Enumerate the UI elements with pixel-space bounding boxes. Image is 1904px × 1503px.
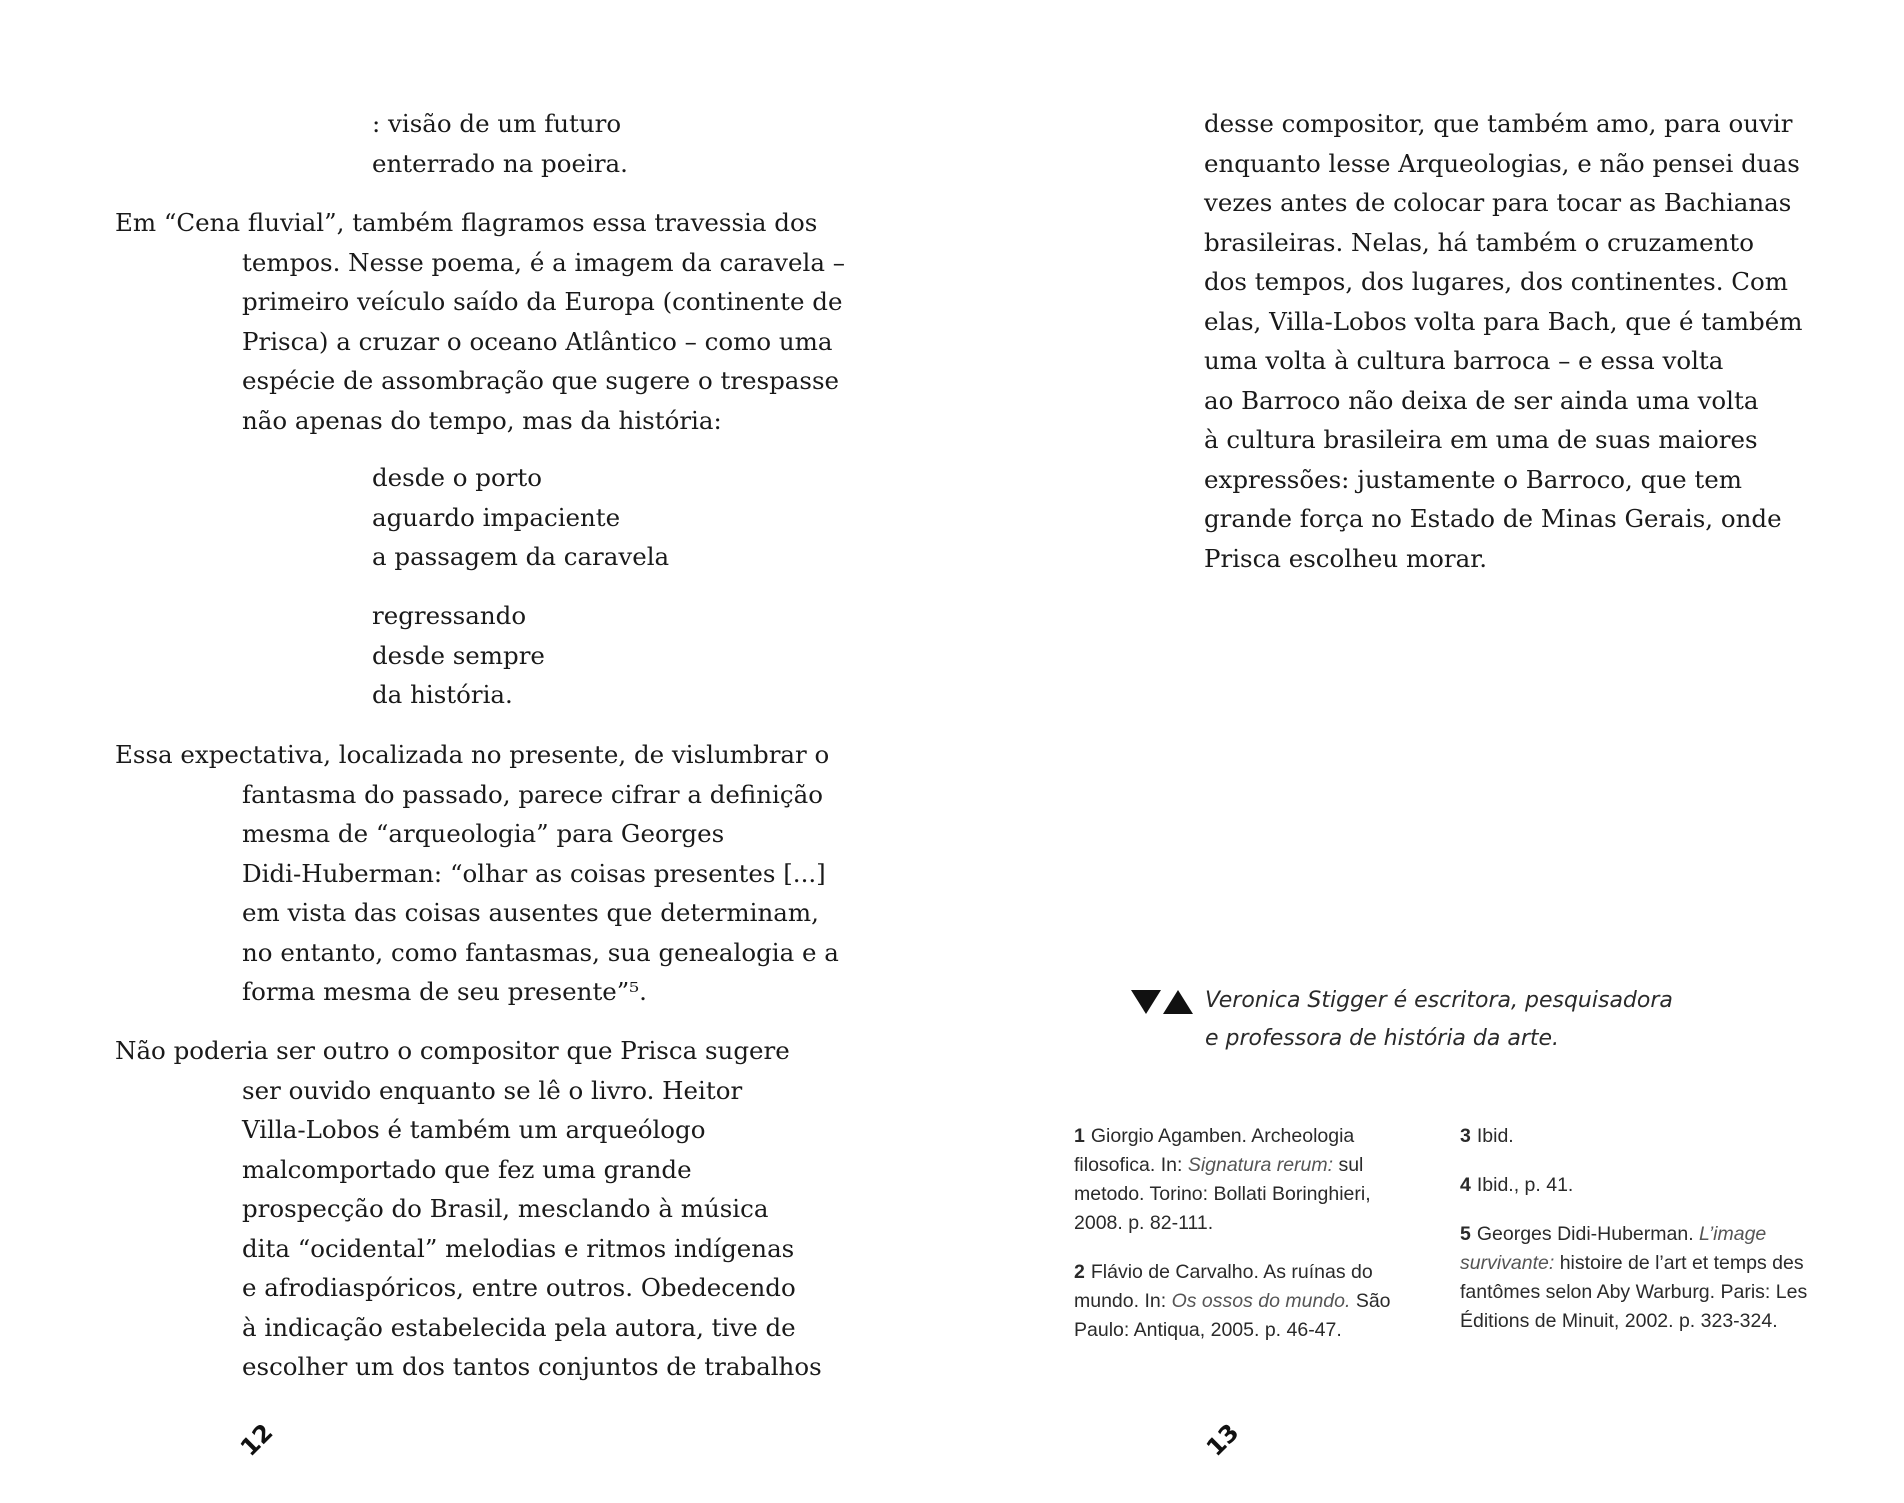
- paragraph-line: dita “ocidental” melodias e ritmos indígenas: [242, 1233, 795, 1263]
- footnote-2: [1074, 1258, 1414, 1345]
- paragraph-line: escolher um dos tantos conjuntos de trabalhos: [242, 1352, 822, 1381]
- footnote-text: São Paulo: Antiqua, 2005. p. 46-47.: [1074, 1290, 1391, 1341]
- poem-line: a passagem da caravela: [372, 542, 670, 571]
- paragraph-line: enquanto lesse Arqueologias, e não pensei duas: [1204, 148, 1800, 178]
- poem-line: desde sempre: [372, 640, 545, 670]
- paragraph-line: à indicação estabelecida pela autora, tive de: [242, 1312, 796, 1342]
- paragraph-expectativa: [115, 735, 839, 1012]
- footnote-text: Flávio de Carvalho. As ruínas do mundo. In:: [1074, 1261, 1373, 1312]
- paragraph-line: Não poderia ser outro o compositor que Prisca sugere: [115, 1036, 790, 1065]
- poem-line: aguardo impaciente: [372, 502, 621, 532]
- footnote-3: [1460, 1122, 1810, 1151]
- paragraph-line: primeiro veículo saído da Europa (continente de: [242, 287, 843, 316]
- paragraph-line: espécie de assombração que sugere o trespasse: [242, 366, 840, 395]
- paragraph-line: dos tempos, dos lugares, dos continentes. Com: [1204, 267, 1789, 296]
- footnote-number: 2: [1074, 1261, 1085, 1283]
- paragraph-line: brasileiras. Nelas, há também o cruzamento: [1204, 227, 1755, 257]
- paragraph-cena-fluvial: [115, 203, 845, 440]
- poem-stanza-1: [372, 458, 669, 577]
- footnote-italic: Signatura rerum:: [1187, 1154, 1334, 1176]
- author-note-line: e professora de história da arte.: [1205, 1026, 1560, 1051]
- poem-line: da história.: [372, 680, 513, 709]
- paragraph-line: no entanto, como fantasmas, sua genealogia e a: [242, 937, 839, 967]
- paragraph-line: Villa-Lobos é também um arqueólogo: [242, 1115, 706, 1144]
- footnote-text: Ibid.: [1476, 1125, 1514, 1147]
- paragraph-line: prospecção do Brasil, mesclando à música: [242, 1194, 769, 1223]
- footnotes-column-2: [1460, 1122, 1810, 1356]
- paragraph-line: mesma de “arqueologia” para Georges: [242, 819, 725, 848]
- paragraph-line: ser ouvido enquanto se lê o livro. Heitor: [242, 1075, 743, 1105]
- author-note: [1205, 982, 1673, 1058]
- footnote-italic: Os ossos do mundo.: [1171, 1290, 1351, 1312]
- footnote-text: histoire de l’art et temps des fantômes selon Aby Warburg. Paris: Les Éditions de Minuit, 2002. p. 323-324.: [1460, 1252, 1808, 1332]
- paragraph-line: forma mesma de seu presente”⁵.: [242, 977, 647, 1006]
- footnote-number: 5: [1460, 1223, 1471, 1245]
- right-page: [952, 0, 1904, 1503]
- footnote-number: 3: [1460, 1125, 1471, 1147]
- poem-stanza-2: [372, 596, 545, 715]
- paragraph-line: elas, Villa-Lobos volta para Bach, que é também: [1204, 306, 1803, 336]
- footnote-text: Ibid., p. 41.: [1476, 1174, 1574, 1196]
- paragraph-line: Prisca escolheu morar.: [1204, 543, 1488, 573]
- footnotes-column-1: [1074, 1122, 1414, 1365]
- paragraph-line: desse compositor, que também amo, para ouvir: [1204, 109, 1793, 138]
- page-number: 13: [1200, 1418, 1245, 1462]
- paragraph-continued: [1204, 104, 1802, 578]
- paragraph-line: não apenas do tempo, mas da história:: [242, 405, 722, 435]
- paragraph-line: expressões: justamente o Barroco, que tem: [1204, 464, 1742, 494]
- footnote-1: [1074, 1122, 1414, 1238]
- paragraph-line: e afrodiaspóricos, entre outros. Obedecendo: [242, 1273, 796, 1302]
- footnote-text: Georges Didi-Huberman.: [1476, 1223, 1700, 1245]
- paragraph-line: em vista das coisas ausentes que determinam,: [242, 898, 819, 927]
- paragraph-line: fantasma do passado, parece cifrar a definição: [242, 779, 823, 809]
- paragraph-line: Em “Cena fluvial”, também flagramos essa travessia dos: [115, 208, 818, 237]
- paragraph-line: Prisca) a cruzar o oceano Atlântico – como uma: [242, 326, 833, 356]
- footnote-text: Giorgio Agamben. Archeologia filosofica. In:: [1074, 1125, 1355, 1176]
- paragraph-line: uma volta à cultura barroca – e essa volta: [1204, 346, 1724, 375]
- footnote-number: 1: [1074, 1125, 1085, 1147]
- paragraph-compositor: [115, 1031, 822, 1387]
- footnote-italic: L’image survivante:: [1460, 1223, 1767, 1274]
- down-up-triangles-icon: [1131, 988, 1193, 1016]
- paragraph-line: vezes antes de colocar para tocar as Bachianas: [1204, 188, 1792, 217]
- poem-line: desde o porto: [372, 463, 543, 492]
- paragraph-line: tempos. Nesse poema, é a imagem da caravela –: [242, 247, 845, 277]
- poem-line: enterrado na poeira.: [372, 148, 628, 178]
- paragraph-line: grande força no Estado de Minas Gerais, onde: [1204, 504, 1782, 533]
- footnote-number: 4: [1460, 1174, 1471, 1196]
- paragraph-line: Didi-Huberman: “olhar as coisas presentes [...]: [242, 858, 826, 888]
- paragraph-line: ao Barroco não deixa de ser ainda uma volta: [1204, 385, 1759, 415]
- paragraph-line: Essa expectativa, localizada no presente, de vislumbrar o: [115, 740, 830, 769]
- author-note-line: Veronica Stigger é escritora, pesquisadora: [1205, 988, 1673, 1013]
- page-number: 12: [234, 1418, 279, 1462]
- footnote-text: sul metodo. Torino: Bollati Boringhieri, 2008. p. 82-111.: [1074, 1154, 1371, 1234]
- footnote-4: [1460, 1171, 1810, 1200]
- poem-line: regressando: [372, 601, 527, 630]
- footnote-5: [1460, 1220, 1810, 1336]
- poem-intro: [372, 104, 628, 183]
- paragraph-line: malcomportado que fez uma grande: [242, 1154, 692, 1184]
- paragraph-line: à cultura brasileira em uma de suas maiores: [1204, 425, 1758, 454]
- poem-line: : visão de um futuro: [372, 109, 622, 138]
